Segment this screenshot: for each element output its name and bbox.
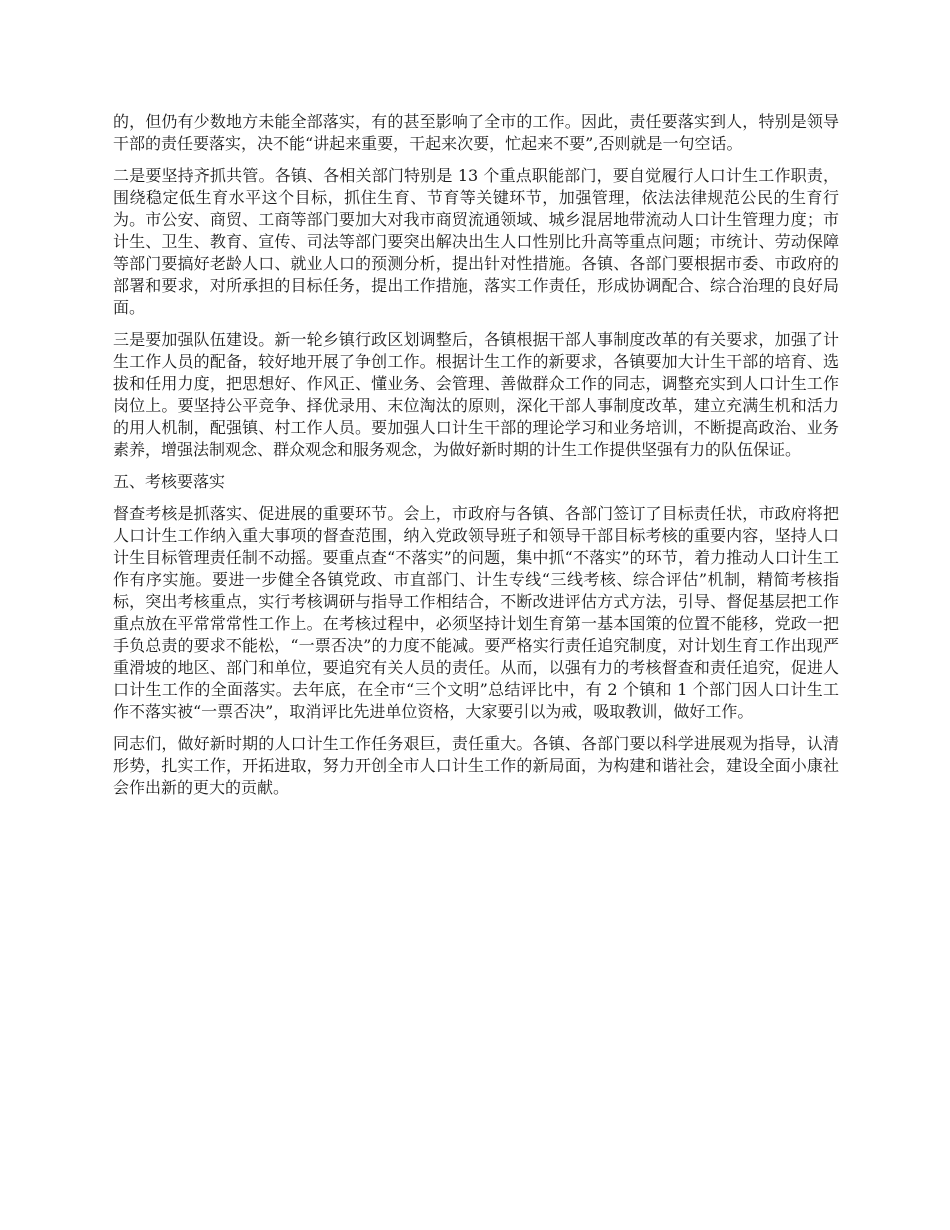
paragraph-team-building: 三是要加强队伍建设。新一轮乡镇行政区划调整后，各镇根据干部人事制度改革的有关要求，加强了计生工作人员的配备，较好地开展了争创工作。根据计生工作的新要求，各镇要加大计生干部的培育、选拔和任用力度，把思想好、作风正、懂业务、会管理、善做群众工作的同志，调整充实到人口计生工作岗位上。要坚持公平竞争、择优录用、末位淘汰的原则，深化干部人事制度改革，建立充满生机和活力的用人机制，配强镇、村工作人员。要加强人口计生干部的理论学习和业务培训，不断提高政治、业务素养，增强法制观念、群众观念和服务观念，为做好新时期的计生工作提供坚强有力的队伍保证。	[113, 330, 839, 459]
section-heading-assessment: 五、考核要落实	[113, 472, 226, 491]
paragraph-joint-management: 二是要坚持齐抓共管。各镇、各相关部门特别是 13 个重点职能部门，要自觉履行人口计生工作职责，围绕稳定低生育水平这个目标，抓住生育、节育等关键环节，加强管理，依法法律规范公民的生育行为。市公安、商贸、工商等部门要加大对我市商贸流通领域、城乡混居地带流动人口计生管理力度；市计生、卫生、教育、宣传、司法等部门要突出解决出生人口性别比升高等重点问题；市统计、劳动保障等部门要搞好老龄人口、就业人口的预测分析，提出针对性措施。各镇、各部门要根据市委、市政府的部署和要求，对所承担的目标任务，提出工作措施，落实工作责任，形成协调配合、综合治理的良好局面。	[113, 166, 839, 317]
paragraph-responsibility: 的，但仍有少数地方未能全部落实，有的甚至影响了全市的工作。因此，责任要落实到人，特别是领导干部的责任要落实，决不能“讲起来重要，干起来次要，忙起来不要”,否则就是一句空话。	[113, 112, 839, 153]
paragraph-closing: 同志们，做好新时期的人口计生工作任务艰巨，责任重大。各镇、各部门要以科学进展观为指导，认清形势，扎实工作，开拓进取，努力开创全市人口计生工作的新局面，为构建和谐社会，建设全面小康社会作出新的更大的贡献。	[113, 734, 839, 797]
document-body	[113, 111, 839, 809]
paragraph-assessment: 督查考核是抓落实、促进展的重要环节。会上，市政府与各镇、各部门签订了目标责任状，市政府将把人口计生工作纳入重大事项的督查范围，纳入党政领导班子和领导干部目标考核的重要内容，坚持人口计生目标管理责任制不动摇。要重点查“不落实”的问题，集中抓“不落实”的环节，着力推动人口计生工作有序实施。要进一步健全各镇党政、市直部门、计生专线“三线考核、综合评估”机制，精简考核指标，突出考核重点，实行考核调研与指导工作相结合，不断改进评估方式方法，引导、督促基层把工作重点放在平常常常性工作上。在考核过程中，必须坚持计划生育第一基本国策的位置不能移，党政一把手负总责的要求不能松，“一票否决”的力度不能减。要严格实行责任追究制度，对计划生育工作出现严重滑坡的地区、部门和单位，要追究有关人员的责任。从而，以强有力的考核督查和责任追究，促进人口计生工作的全面落实。去年底，在全市“三个文明”总结评比中，有 2 个镇和 1 个部门因人口计生工作不落实被“一票否决”，取消评比先进单位资格，大家要引以为戒，吸取教训，做好工作。	[113, 504, 839, 721]
